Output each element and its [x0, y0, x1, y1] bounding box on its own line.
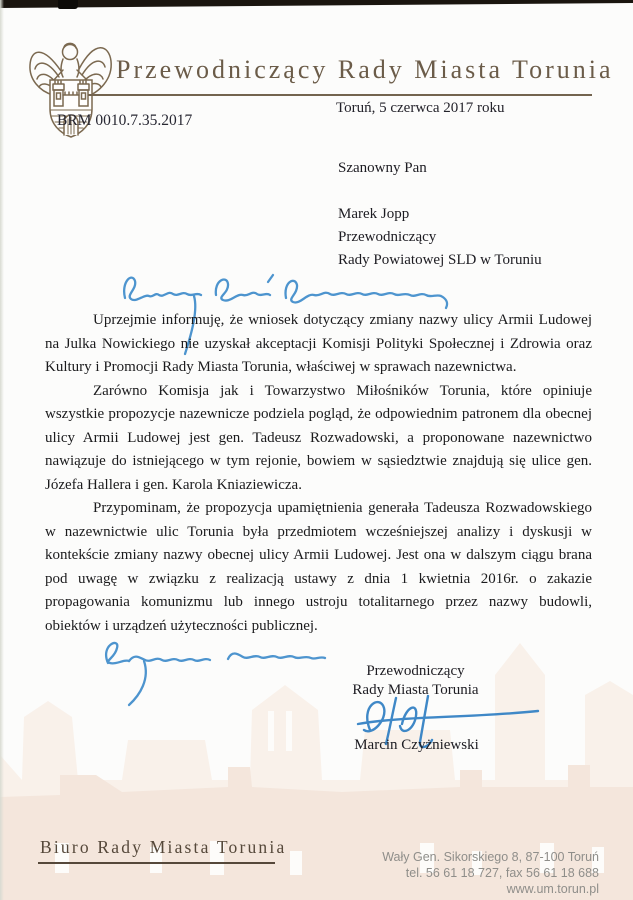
letterhead-title: Przewodniczący Rady Miasta Torunia: [116, 55, 614, 84]
signer-name: Marcin Czyżniewski: [354, 737, 479, 753]
signature-role-block: [338, 662, 493, 699]
recipient-block: [338, 157, 542, 272]
body-paragraph-3: Przypominam, że propozycja upamiętnienia generała Tadeusza Rozwadowskiego w nazewnictwie ulic Torunia była przedmiotem wcześniejszej analizy i dyskusji w kontekście zmiany nazwy obecnej ulicy Armii Ludowej. Jest ona w dalszym ciągu brana pod uwagę w związku z realizacją ustawy z dnia 1 kwietnia 2016r. o zakazie propagowania komunizmu lub innego ustroju totalitarnego przez nazwy budowli, obiektów i urządzeń użyteczności publicznej.: [45, 500, 592, 634]
letter-body: [45, 309, 592, 638]
recipient-title: Przewodniczący: [338, 229, 437, 245]
scan-edge-notch: [58, 0, 78, 9]
date-line: Toruń, 5 czerwca 2017 roku: [336, 100, 505, 116]
recipient-name: Marek Jopp: [338, 206, 410, 222]
signature-role-line1: Przewodniczący: [366, 663, 465, 679]
recipient-salutation: Szanowny Pan: [338, 160, 427, 176]
footer-rule: [38, 862, 275, 864]
scan-edge-left: [0, 0, 4, 900]
body-paragraph-2: Zarówno Komisja jak i Towarzystwo Miłośników Torunia, które opiniuje wszystkie propozycje nazewnicze podziela pogląd, że odpowiednim patronem dla obecnej ulicy Armii Ludowej jest gen. Tadeusz Rozwadowski, a proponowane nazewnictwo nawiązuje do istniejącego w tym rejonie, bowiem w sąsiedztwie znajdują się ulice gen. Józefa Hallera i gen. Karola Kniaziewicza.: [45, 382, 592, 493]
footer-office-name: Biuro Rady Miasta Torunia: [40, 837, 287, 857]
recipient-organization: Rady Powiatowej SLD w Toruniu: [338, 252, 542, 268]
footer-website: www.um.torun.pl: [506, 882, 599, 896]
footer-contact-block: [382, 849, 599, 897]
letterhead-rule: [88, 94, 592, 96]
body-paragraph-1: Uprzejmie informuję, że wniosek dotyczący zmiany nazwy ulicy Armii Ludowej na Julka Nowickiego nie uzyskał akceptacji Komisji Polityki Społecznej i Zdrowia oraz Kultury i Promocji Rady Miasta Torunia, właściwej w sprawach nazewnictwa.: [45, 312, 592, 375]
footer-phone-fax: tel. 56 61 18 727, fax 56 61 18 688: [405, 866, 599, 880]
signature-role-line2: Rady Miasta Torunia: [352, 681, 479, 698]
reference-number: BRM 0010.7.35.2017: [57, 112, 193, 129]
scan-edge-top: [0, 0, 633, 8]
footer-address: Wały Gen. Sikorskiego 8, 87-100 Toruń: [382, 850, 599, 864]
